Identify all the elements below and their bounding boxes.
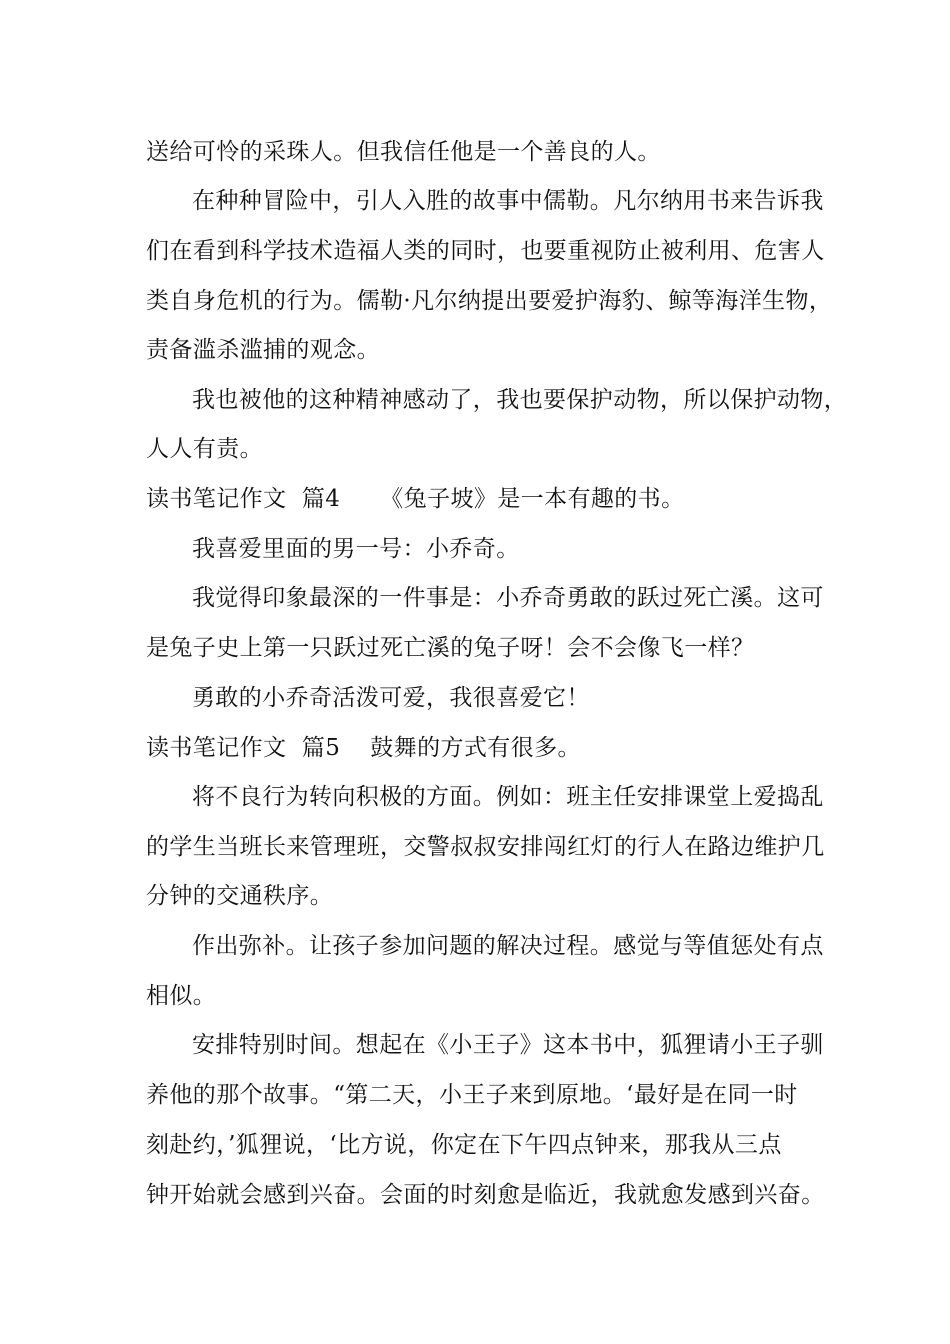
- paragraph-line: 们在看到科学技术造福人类的同时，也要重视防止被利用、危害人: [146, 238, 825, 264]
- paragraph-line: 是兔子史上第一只跃过死亡溪的兔子呀！会不会像飞一样？: [146, 635, 755, 661]
- paragraph-line: 钟开始就会感到兴奋。会面的时刻愈是临近，我就愈发感到兴奋。: [146, 1182, 825, 1208]
- paragraph-line: 责备滥杀滥捕的观念。: [146, 337, 380, 363]
- section-heading-5: [146, 733, 581, 763]
- section-5-title: 读书笔记作文 篇5: [146, 735, 341, 761]
- paragraph-line: 相似。: [146, 983, 217, 1009]
- paragraph-line: 类自身危机的行为。儒勒·凡尔纳提出要爱护海豹、鲸等海洋生物，: [146, 288, 833, 314]
- paragraph-line: 在种种冒险中，引人入胜的故事中儒勒。凡尔纳用书来告诉我: [192, 188, 824, 214]
- paragraph-line: 我觉得印象最深的一件事是：小乔奇勇敢的跃过死亡溪。这可: [192, 585, 824, 611]
- paragraph-line: 分钟的交通秩序。: [146, 883, 334, 909]
- paragraph-line: 我喜爱里面的男一号：小乔奇。: [192, 536, 520, 562]
- paragraph-line: 人人有责。: [146, 436, 263, 462]
- paragraph-line: 养他的那个故事。“第二天，小王子来到原地。‘最好是在同一时: [146, 1082, 798, 1108]
- paragraph-line: 作出弥补。让孩子参加问题的解决过程。感觉与等值惩处有点: [192, 933, 824, 959]
- paragraph-line: 安排特别时间。想起在《小王子》这本书中，狐狸请小王子驯: [192, 1032, 824, 1058]
- paragraph-line: 将不良行为转向积极的方面。例如：班主任安排课堂上爱捣乱: [192, 784, 824, 810]
- section-heading-4: [146, 484, 684, 514]
- paragraph-line: 的学生当班长来管理班，交警叔叔安排闯红灯的行人在路边维护几: [146, 834, 825, 860]
- paragraph-line: 我也被他的这种精神感动了，我也要保护动物，所以保护动物，: [192, 387, 848, 413]
- section-4-first-line: 《兔子坡》是一本有趣的书。: [380, 486, 685, 512]
- section-5-first-line: 鼓舞的方式有很多。: [370, 735, 581, 761]
- paragraph-line: 勇敢的小乔奇活泼可爱，我很喜爱它！: [192, 685, 590, 711]
- section-4-title: 读书笔记作文 篇4: [146, 486, 341, 512]
- paragraph-line: 送给可怜的采珠人。但我信任他是一个善良的人。: [146, 139, 661, 165]
- paragraph-line: 刻赴约，’狐狸说，‘比方说，你定在下午四点钟来，那我从三点: [146, 1132, 782, 1158]
